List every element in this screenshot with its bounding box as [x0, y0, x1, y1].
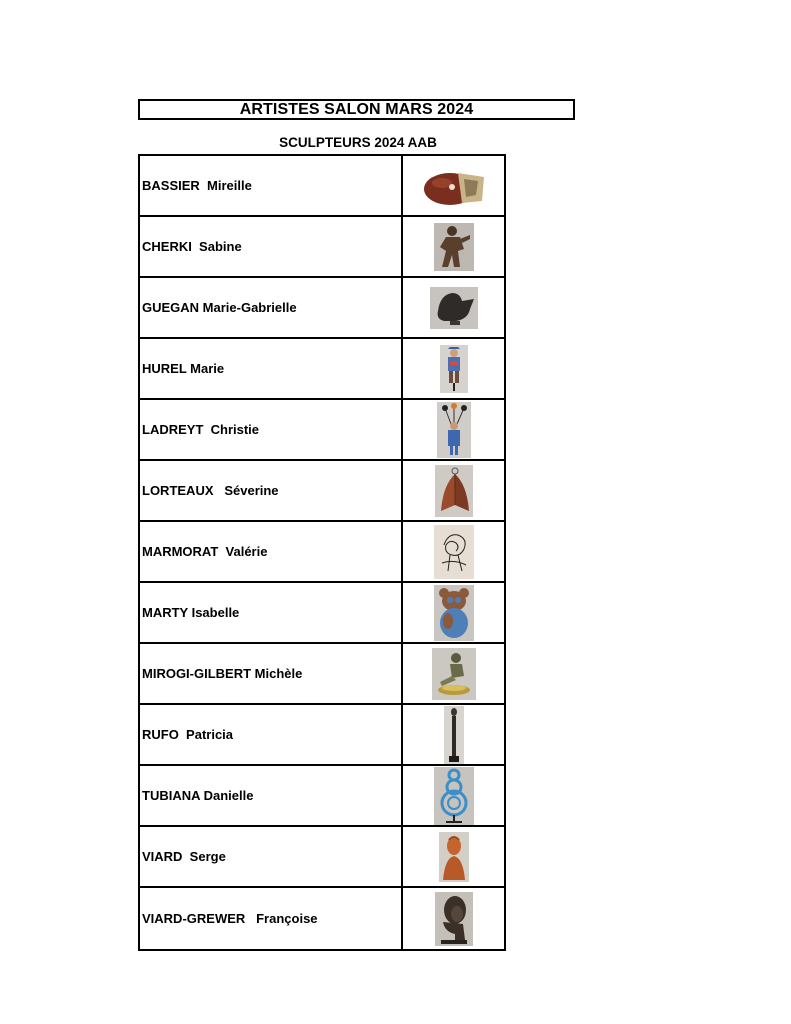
table-row — [140, 339, 504, 400]
artwork-photo — [403, 705, 504, 764]
artist-name: CHERKI Sabine — [140, 217, 403, 276]
artwork-photo — [403, 217, 504, 276]
table-row — [140, 766, 504, 827]
artist-name: LORTEAUX Séverine — [140, 461, 403, 520]
painted-figure-sculpture-icon — [440, 345, 468, 393]
wire-sculpture-icon — [434, 525, 474, 579]
table-row — [140, 400, 504, 461]
table-row — [140, 156, 504, 217]
bronze-figure-sculpture-icon — [434, 223, 474, 271]
table-row — [140, 461, 504, 522]
terracotta-bust-sculpture-icon — [439, 832, 469, 882]
artist-name: MIROGI-GILBERT Michèle — [140, 644, 403, 703]
artwork-photo — [403, 400, 504, 459]
artist-name: MARMORAT Valérie — [140, 522, 403, 581]
artist-name: RUFO Patricia — [140, 705, 403, 764]
artist-name: TUBIANA Danielle — [140, 766, 403, 825]
table-row — [140, 827, 504, 888]
page-title: ARTISTES SALON MARS 2024 — [138, 99, 575, 120]
artwork-photo — [403, 827, 504, 886]
copper-bell-sculpture-icon — [435, 465, 473, 517]
artwork-photo — [403, 522, 504, 581]
artwork-photo — [403, 583, 504, 642]
artwork-photo — [403, 644, 504, 703]
table-row — [140, 888, 504, 949]
artwork-photo — [403, 278, 504, 337]
blue-bear-sculpture-icon — [434, 585, 474, 641]
section-subtitle: SCULPTEURS 2024 AAB — [279, 135, 437, 150]
spiral-sculpture-icon — [434, 767, 474, 825]
bronze-head-sculpture-icon — [435, 892, 473, 946]
artist-name: GUEGAN Marie-Gabrielle — [140, 278, 403, 337]
table-row — [140, 644, 504, 705]
artwork-photo — [403, 461, 504, 520]
artwork-photo — [403, 888, 504, 949]
artist-name: VIARD Serge — [140, 827, 403, 886]
artwork-photo — [403, 339, 504, 398]
table-row — [140, 217, 504, 278]
artist-name: LADREYT Christie — [140, 400, 403, 459]
dark-bird-sculpture-icon — [430, 287, 478, 329]
artist-name: MARTY Isabelle — [140, 583, 403, 642]
seated-figure-sculpture-icon — [432, 648, 476, 700]
brown-sphere-sculpture-icon — [422, 165, 486, 207]
artist-name: BASSIER Mireille — [140, 156, 403, 215]
artists-table — [138, 154, 506, 951]
table-row — [140, 278, 504, 339]
table-row — [140, 522, 504, 583]
artist-name: VIARD-GREWER Françoise — [140, 888, 403, 949]
blue-figure-flowers-sculpture-icon — [437, 402, 471, 458]
slender-figure-sculpture-icon — [444, 706, 464, 764]
artwork-photo — [403, 766, 504, 825]
table-row — [140, 583, 504, 644]
table-row — [140, 705, 504, 766]
artist-name: HUREL Marie — [140, 339, 403, 398]
artwork-photo — [403, 156, 504, 215]
